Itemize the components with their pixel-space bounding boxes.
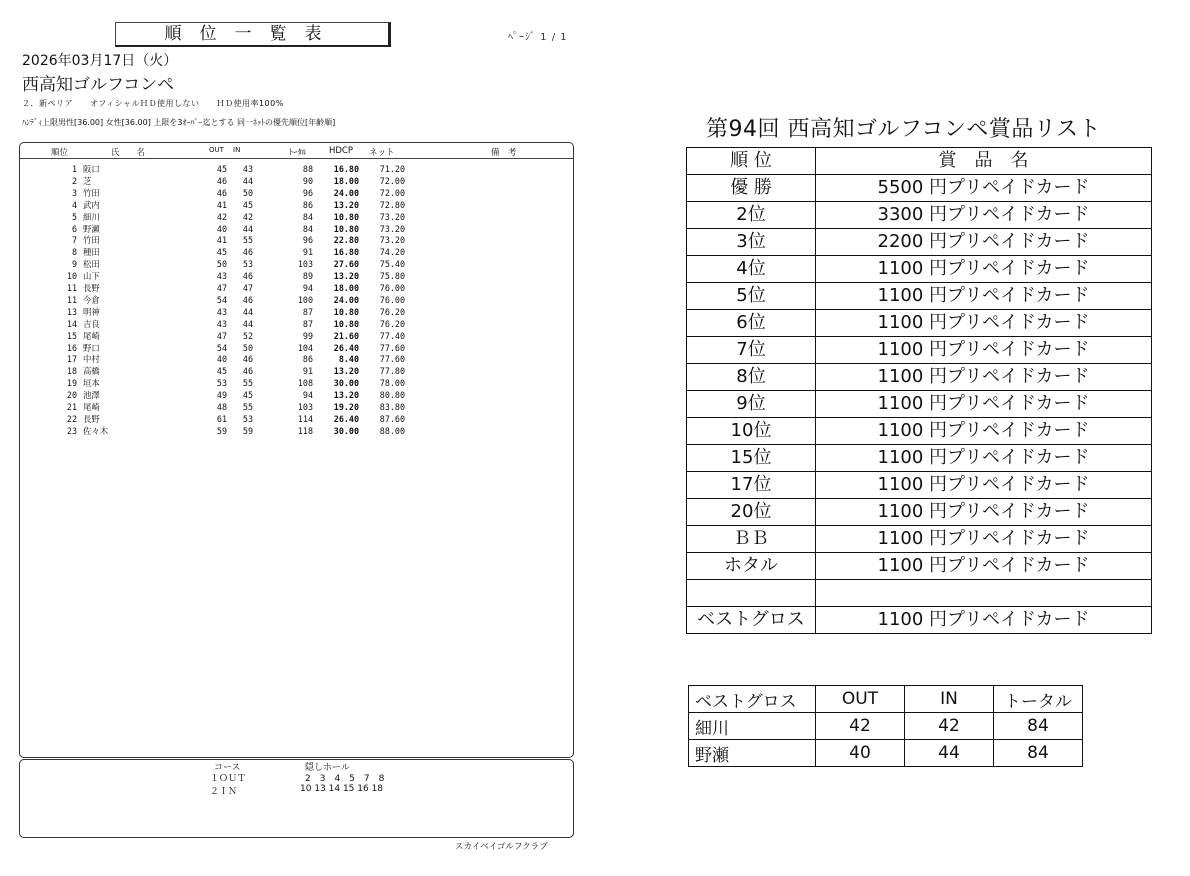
cell-net: 73.20 [379, 235, 405, 246]
cell-name: 尾崎 [83, 402, 100, 412]
cell-in: 53 [242, 259, 253, 270]
cell-out: 41 [216, 199, 227, 210]
cell-rank: 17 [66, 354, 77, 365]
best-gross-cell: 42 [905, 713, 994, 740]
prize-header-name: 賞 品 名 [816, 148, 1152, 175]
scoring-rule: ２．新ペリア オフィシャルＨＤ使用しない ＨＤ使用率100% [22, 99, 284, 108]
cell-out: 43 [216, 306, 227, 317]
ranking-row [19, 211, 574, 223]
ranking-row [19, 330, 574, 342]
prize-rank: 2位 [687, 202, 816, 229]
ranking-row [19, 306, 574, 318]
cell-out: 40 [216, 354, 227, 365]
best-gross-cell: 42 [816, 713, 905, 740]
cell-total: 87 [302, 318, 313, 329]
prize-row [687, 607, 1152, 634]
cell-rank: 16 [66, 342, 77, 353]
cell-in: 52 [242, 330, 253, 341]
cell-total: 89 [302, 271, 313, 282]
cell-hdcp: 30.00 [333, 378, 359, 389]
header-hdcp: HDCP [329, 146, 353, 156]
cell-name: 尾崎 [83, 330, 100, 341]
cell-in: 44 [242, 223, 253, 234]
cell-out: 40 [216, 223, 227, 234]
best-gross-header-cell: IN [905, 686, 994, 713]
header-net: ネット [369, 148, 395, 158]
competition-name: 西高知ゴルフコンペ [22, 75, 175, 95]
cell-rank: 21 [66, 402, 77, 412]
best-gross-header-cell: ベストグロス [689, 686, 816, 713]
cell-in: 46 [242, 271, 253, 282]
cell-out: 53 [216, 378, 227, 389]
cell-net: 74.20 [379, 247, 405, 258]
cell-name: 今倉 [83, 294, 100, 305]
cell-name: 阪口 [83, 164, 100, 174]
cell-hdcp: 10.80 [333, 318, 359, 329]
prize-item: 1100 円プリペイドカード [816, 256, 1152, 283]
cell-total: 91 [302, 247, 313, 258]
cell-net: 87.60 [379, 413, 405, 424]
cell-rank: 23 [66, 425, 77, 436]
cell-total: 84 [302, 211, 313, 222]
ranking-row [19, 353, 574, 365]
cell-hdcp: 30.00 [333, 425, 359, 436]
cell-in: 55 [242, 235, 253, 246]
cell-in: 55 [242, 378, 253, 389]
prize-rank: 8位 [687, 364, 816, 391]
cell-name: 野口 [83, 342, 100, 353]
cell-name: 武内 [83, 199, 100, 210]
cell-name: 佐々木 [83, 425, 109, 436]
event-date: 2026年03月17日（火） [22, 53, 178, 69]
cell-rank: 11 [66, 283, 77, 293]
cell-net: 88.00 [379, 425, 405, 436]
ranking-row [19, 377, 574, 389]
prize-header-rank: 順 位 [687, 148, 816, 175]
cell-hdcp: 13.20 [333, 199, 359, 210]
best-gross-header-cell: トータル [994, 686, 1083, 713]
cell-out: 45 [216, 247, 227, 258]
cell-rank: 6 [71, 223, 77, 234]
cell-out: 43 [216, 271, 227, 282]
prize-item: 1100 円プリペイドカード [816, 364, 1152, 391]
sheet-title: 順位一覧表 [115, 22, 391, 47]
cell-hdcp: 24.00 [333, 187, 359, 198]
hidden-holes-label: 隠しホール [305, 763, 350, 773]
cell-net: 72.00 [379, 187, 405, 198]
cell-total: 114 [297, 413, 313, 424]
cell-total: 108 [297, 378, 313, 389]
prize-row [687, 175, 1152, 202]
cell-total: 96 [302, 235, 313, 246]
best-gross-cell: 40 [816, 740, 905, 767]
ranking-row [19, 187, 574, 199]
cell-in: 50 [242, 342, 253, 353]
hidden-holes-in: 10 13 14 15 16 18 [300, 784, 384, 794]
cell-net: 72.80 [379, 199, 405, 210]
cell-total: 99 [302, 330, 313, 341]
ranking-row [19, 234, 574, 246]
cell-out: 42 [216, 211, 227, 222]
cell-total: 118 [297, 425, 313, 436]
cell-net: 77.80 [379, 366, 405, 377]
ranking-row [19, 199, 574, 211]
cell-in: 46 [242, 366, 253, 377]
cell-total: 94 [302, 283, 313, 293]
cell-out: 47 [216, 330, 227, 341]
cell-out: 43 [216, 318, 227, 329]
best-gross-cell: 44 [905, 740, 994, 767]
prize-row [687, 553, 1152, 580]
cell-hdcp: 13.20 [333, 390, 359, 401]
cell-net: 75.80 [379, 271, 405, 282]
cell-in: 45 [242, 390, 253, 401]
course-out: １ＯＵＴ [210, 774, 247, 784]
cell-rank: 19 [66, 378, 77, 389]
cell-hdcp: 18.00 [333, 283, 359, 293]
cell-name: 高橋 [83, 366, 100, 377]
prize-item: 1100 円プリペイドカード [816, 553, 1152, 580]
prize-rank: 17位 [687, 472, 816, 499]
ranking-header [19, 146, 574, 159]
cell-rank: 11 [66, 294, 77, 305]
prize-item: 1100 円プリペイドカード [816, 418, 1152, 445]
club-name: スカイベイゴルフクラブ [455, 842, 548, 852]
prize-table [686, 147, 1152, 634]
cell-in: 50 [242, 187, 253, 198]
prize-row [687, 364, 1152, 391]
prize-rank: 7位 [687, 337, 816, 364]
cell-rank: 3 [71, 187, 77, 198]
cell-net: 76.20 [379, 318, 405, 329]
cell-hdcp: 13.20 [333, 366, 359, 377]
prize-item: 1100 円プリペイドカード [816, 526, 1152, 553]
prize-row [687, 499, 1152, 526]
cell-rank: 10 [66, 271, 77, 282]
cell-name: 山下 [83, 271, 100, 282]
cell-rank: 18 [66, 366, 77, 377]
cell-rank: 4 [71, 199, 77, 210]
cell-name: 種田 [83, 247, 100, 258]
cell-name: 細川 [83, 211, 100, 222]
header-remarks: 備 考 [491, 148, 517, 158]
cell-hdcp: 26.40 [333, 413, 359, 424]
header-total: ﾄｰﾀﾙ [289, 148, 307, 158]
best-gross-header-cell: OUT [816, 686, 905, 713]
course-label: コース [214, 763, 241, 773]
ranking-row [19, 413, 574, 425]
cell-rank: 13 [66, 306, 77, 317]
prize-item: 3300 円プリペイドカード [816, 202, 1152, 229]
cell-hdcp: 19.20 [333, 402, 359, 412]
cell-in: 53 [242, 413, 253, 424]
cell-name: 松田 [83, 259, 100, 270]
ranking-row [19, 246, 574, 258]
cell-out: 46 [216, 175, 227, 186]
cell-net: 73.20 [379, 211, 405, 222]
ranking-row [19, 223, 574, 235]
ranking-row [19, 282, 574, 294]
cell-rank: 5 [71, 211, 77, 222]
prize-row [687, 256, 1152, 283]
cell-in: 44 [242, 318, 253, 329]
cell-name: 竹田 [83, 235, 100, 246]
cell-out: 59 [216, 425, 227, 436]
cell-net: 77.60 [379, 354, 405, 365]
cell-name: 野瀬 [83, 223, 100, 234]
cell-out: 48 [216, 402, 227, 412]
cell-hdcp: 27.60 [333, 259, 359, 270]
cell-net: 77.40 [379, 330, 405, 341]
prize-item: 1100 円プリペイドカード [816, 607, 1152, 634]
prize-table-header [687, 148, 1152, 175]
course-panel [19, 759, 574, 838]
cell-rank: 7 [71, 235, 77, 246]
cell-rank: 8 [71, 247, 77, 258]
cell-hdcp: 22.80 [333, 235, 359, 246]
cell-total: 91 [302, 366, 313, 377]
prize-rank: ＢＢ [687, 526, 816, 553]
cell-total: 96 [302, 187, 313, 198]
cell-rank: 1 [71, 164, 77, 174]
prize-rank: 3位 [687, 229, 816, 256]
cell-rank: 15 [66, 330, 77, 341]
best-gross-cell: 細川 [689, 713, 816, 740]
cell-name: 長野 [83, 413, 100, 424]
prize-row [687, 445, 1152, 472]
cell-net: 73.20 [379, 223, 405, 234]
cell-in: 45 [242, 199, 253, 210]
prize-list-title: 第94回 西高知ゴルフコンペ賞品リスト [706, 117, 1101, 142]
prize-rank [687, 580, 816, 607]
cell-total: 87 [302, 306, 313, 317]
header-out: OUT [209, 146, 224, 154]
cell-net: 78.00 [379, 378, 405, 389]
cell-total: 90 [302, 175, 313, 186]
prize-item: 1100 円プリペイドカード [816, 391, 1152, 418]
ranking-row [19, 270, 574, 282]
cell-hdcp: 24.00 [333, 294, 359, 305]
cell-out: 47 [216, 283, 227, 293]
cell-out: 61 [216, 413, 227, 424]
cell-in: 46 [242, 354, 253, 365]
cell-out: 54 [216, 342, 227, 353]
header-in: IN [233, 146, 241, 154]
cell-name: 池澤 [83, 390, 100, 401]
cell-in: 43 [242, 164, 253, 174]
header-rank: 順位 [51, 148, 69, 158]
cell-total: 94 [302, 390, 313, 401]
prize-item: 1100 円プリペイドカード [816, 310, 1152, 337]
cell-rank: 2 [71, 175, 77, 186]
ranking-row [19, 258, 574, 270]
ranking-row [19, 389, 574, 401]
best-gross-row [689, 740, 1083, 767]
cell-hdcp: 10.80 [333, 306, 359, 317]
prize-row [687, 472, 1152, 499]
cell-name: 中村 [83, 354, 100, 365]
ranking-row [19, 401, 574, 413]
ranking-row [19, 163, 574, 175]
cell-name: 芝 [83, 175, 92, 186]
cell-in: 44 [242, 306, 253, 317]
prize-item: 1100 円プリペイドカード [816, 445, 1152, 472]
cell-hdcp: 16.80 [333, 164, 359, 174]
cell-total: 86 [302, 354, 313, 365]
cell-net: 76.20 [379, 306, 405, 317]
hidden-holes-out: 2 3 4 5 7 8 [305, 774, 385, 784]
cell-hdcp: 21.60 [333, 330, 359, 341]
cell-total: 88 [302, 164, 313, 174]
prize-row [687, 418, 1152, 445]
cell-name: 長野 [83, 283, 100, 293]
cell-out: 49 [216, 390, 227, 401]
prize-item: 1100 円プリペイドカード [816, 283, 1152, 310]
cell-in: 46 [242, 294, 253, 305]
ranking-row [19, 318, 574, 330]
cell-name: 竹田 [83, 187, 100, 198]
cell-out: 41 [216, 235, 227, 246]
cell-name: 吉良 [83, 318, 100, 329]
cell-in: 55 [242, 402, 253, 412]
handicap-rule: ﾊﾝﾃﾞｨ上限男性[36.00] 女性[36.00] 上限を3ｵｰﾊﾞｰ迄とする 同一ﾈｯﾄの優先順位[年齢順] [22, 118, 336, 127]
page-number: ﾍﾟｰｼﾞ 1 / 1 [508, 32, 568, 43]
cell-total: 104 [297, 342, 313, 353]
prize-item: 5500 円プリペイドカード [816, 175, 1152, 202]
prize-rank: 6位 [687, 310, 816, 337]
prize-row [687, 202, 1152, 229]
prize-item: 1100 円プリペイドカード [816, 499, 1152, 526]
cell-rank: 14 [66, 318, 77, 329]
ranking-row [19, 365, 574, 377]
cell-net: 83.80 [379, 402, 405, 412]
ranking-row [19, 425, 574, 437]
cell-hdcp: 8.40 [338, 354, 359, 365]
cell-rank: 9 [71, 259, 77, 270]
prize-rank: ベストグロス [687, 607, 816, 634]
cell-in: 59 [242, 425, 253, 436]
cell-total: 103 [297, 259, 313, 270]
prize-item [816, 580, 1152, 607]
best-gross-header [689, 686, 1083, 713]
best-gross-cell: 84 [994, 740, 1083, 767]
prize-rank: 優 勝 [687, 175, 816, 202]
cell-in: 47 [242, 283, 253, 293]
cell-out: 45 [216, 366, 227, 377]
prize-rank: 15位 [687, 445, 816, 472]
cell-net: 75.40 [379, 259, 405, 270]
best-gross-table [688, 685, 1083, 767]
best-gross-row [689, 713, 1083, 740]
ranking-row [19, 294, 574, 306]
prize-item: 2200 円プリペイドカード [816, 229, 1152, 256]
cell-total: 100 [297, 294, 313, 305]
cell-hdcp: 10.80 [333, 223, 359, 234]
header-name: 氏 名 [111, 148, 146, 158]
cell-net: 76.00 [379, 283, 405, 293]
cell-out: 45 [216, 164, 227, 174]
cell-name: 明神 [83, 306, 100, 317]
cell-total: 86 [302, 199, 313, 210]
cell-in: 46 [242, 247, 253, 258]
prize-rank: 5位 [687, 283, 816, 310]
cell-name: 垣本 [83, 378, 100, 389]
cell-hdcp: 16.80 [333, 247, 359, 258]
cell-rank: 22 [66, 413, 77, 424]
cell-hdcp: 18.00 [333, 175, 359, 186]
prize-row [687, 580, 1152, 607]
cell-out: 54 [216, 294, 227, 305]
prize-rank: 4位 [687, 256, 816, 283]
cell-total: 84 [302, 223, 313, 234]
cell-hdcp: 26.40 [333, 342, 359, 353]
cell-net: 72.00 [379, 175, 405, 186]
prize-rank: ホタル [687, 553, 816, 580]
cell-net: 76.00 [379, 294, 405, 305]
prize-rank: 10位 [687, 418, 816, 445]
cell-in: 42 [242, 211, 253, 222]
best-gross-cell: 野瀬 [689, 740, 816, 767]
ranking-row [19, 175, 574, 187]
cell-rank: 20 [66, 390, 77, 401]
prize-rank: 20位 [687, 499, 816, 526]
prize-row [687, 391, 1152, 418]
prize-item: 1100 円プリペイドカード [816, 472, 1152, 499]
prize-rank: 9位 [687, 391, 816, 418]
cell-net: 71.20 [379, 164, 405, 174]
cell-out: 46 [216, 187, 227, 198]
cell-total: 103 [297, 402, 313, 412]
cell-hdcp: 10.80 [333, 211, 359, 222]
prize-item: 1100 円プリペイドカード [816, 337, 1152, 364]
cell-hdcp: 13.20 [333, 271, 359, 282]
cell-in: 44 [242, 175, 253, 186]
course-in: ２ＩＮ [210, 787, 238, 797]
cell-out: 50 [216, 259, 227, 270]
cell-net: 80.80 [379, 390, 405, 401]
prize-row [687, 337, 1152, 364]
prize-row [687, 229, 1152, 256]
best-gross-cell: 84 [994, 713, 1083, 740]
prize-row [687, 283, 1152, 310]
prize-row [687, 526, 1152, 553]
prize-row [687, 310, 1152, 337]
cell-net: 77.60 [379, 342, 405, 353]
ranking-row [19, 342, 574, 354]
